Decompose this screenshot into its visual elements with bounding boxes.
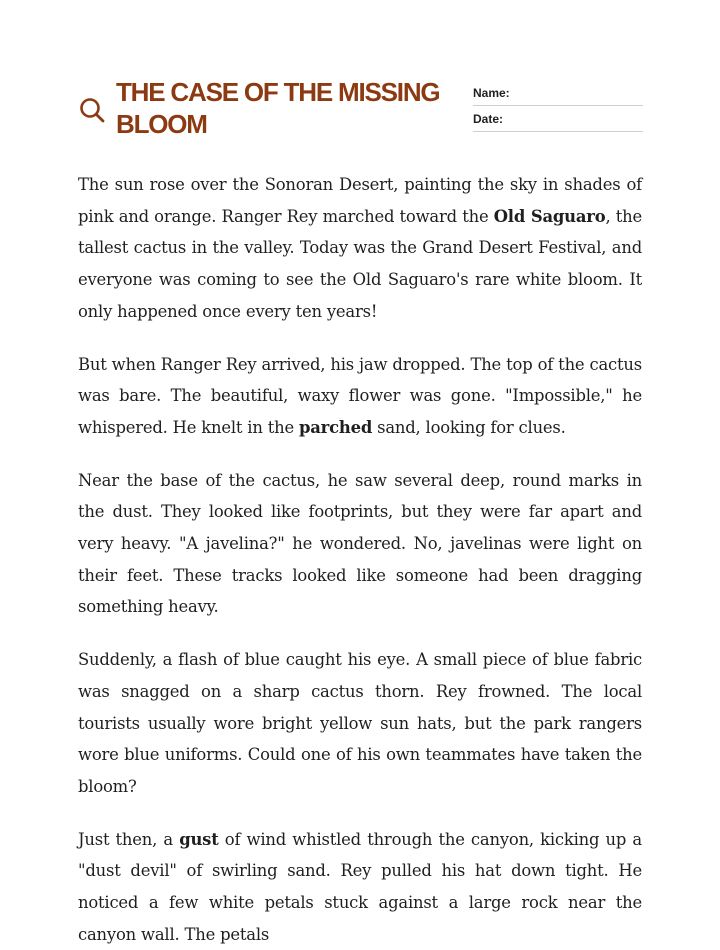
vocab-word-gust: gust — [179, 829, 219, 849]
story-paragraph-3: Near the base of the cactus, he saw several deep, round marks in the dust. They looked like footprints, but they were far apart and very heavy. "A javelina?" he wondered. No, javelinas were light on their feet. These tracks looked like someone had been dragging something heavy. — [78, 470, 642, 617]
name-label: Name: — [473, 86, 510, 100]
story-body — [78, 169, 642, 950]
name-field[interactable] — [473, 80, 643, 106]
story-paragraph-2: But when Ranger Rey arrived, his jaw dropped. The top of the cactus was bare. The beautiful, waxy flower was gone. "Impossible," he whispered. He knelt in the parched sand, looking for clues. — [78, 354, 642, 437]
date-field[interactable] — [473, 106, 643, 132]
story-paragraph-4: Suddenly, a flash of blue caught his eye. A small piece of blue fabric was snagged on a sharp cactus thorn. Rey frowned. The local tourists usually wore bright yellow sun hats, but the park rangers wore blue uniforms. Could one of his own teammates have taken the bloom? — [78, 650, 642, 796]
name-date-fields — [473, 80, 643, 132]
worksheet-header — [78, 76, 644, 146]
story-paragraph-5: Just then, a gust of wind whistled through the canyon, kicking up a "dust devil" of swirling sand. Rey pulled his hat down tight. He noticed a few white petals stuck against a large rock near the canyon wall. The petals — [78, 829, 642, 944]
vocab-word-parched: parched — [298, 417, 373, 437]
worksheet-title: THE CASE OF THE MISSING BLOOM — [116, 77, 440, 139]
magnifying-glass-icon — [78, 96, 106, 124]
date-label: Date: — [473, 112, 504, 126]
story-paragraph-1: The sun rose over the Sonoran Desert, painting the sky in shades of pink and orange. Ranger Rey marched toward the Old Saguaro, the tallest cactus in the valley. Today was the Grand Desert Festival, and everyone was coming to see the Old Saguaro's rare white bloom. It only happened once every ten years! — [78, 175, 643, 321]
vocab-word-old-saguaro: Old Saguaro — [493, 206, 606, 226]
